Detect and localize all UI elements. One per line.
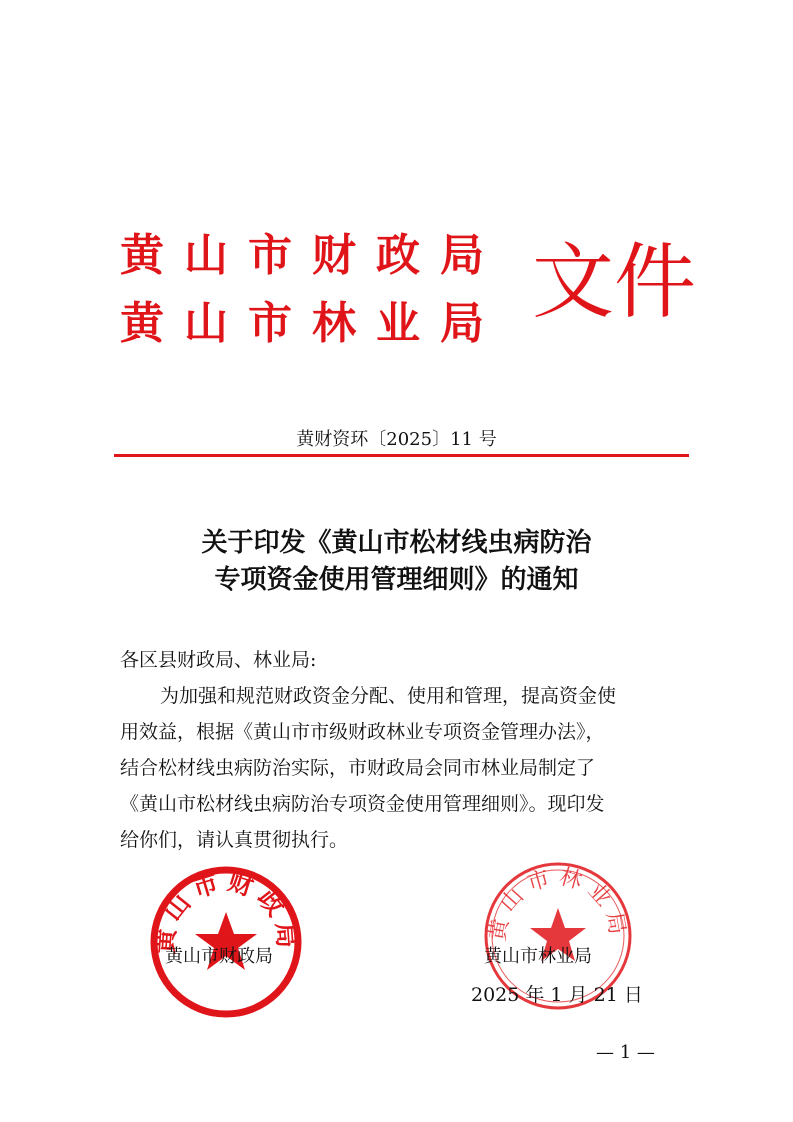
document-title-line-1: 关于印发《黄山市松材线虫病防治 [201,528,592,558]
document-title-line-2: 专项资金使用管理细则》的通知 [214,565,579,595]
document-number: 黄财资环〔2025〕11 号 [296,429,497,450]
page-number: — 1 — [596,1042,655,1063]
body-line: 《黄山市松材线虫病防治专项资金使用管理细则》。现印发 [120,793,605,815]
body-line: 给你们，请认真贯彻执行。 [120,829,349,851]
signer-forestry-bureau: 黄山市林业局 [484,946,592,967]
seal-text: 黄山市财政局 [150,866,302,955]
salutation: 各区县财政局、林业局: [120,649,317,671]
doc-type-label: 文件 [532,235,697,330]
body-line: 用效益，根据《黄山市市级财政林业专项资金管理办法》， [120,721,605,743]
issue-date: 2025 年 1 月 21 日 [471,984,643,1006]
org-name-forestry: 黄山市林业局 [120,298,504,349]
seal-text: 黄山市林业局 [485,864,631,944]
red-divider [114,454,689,457]
org-name-finance: 黄山市财政局 [120,230,504,281]
body-line: 为加强和规范财政资金分配、使用和管理，提高资金使 [160,685,617,707]
body-paragraph [120,678,680,858]
body-line: 结合松材线虫病防治实际，市财政局会同市林业局制定了 [120,757,596,779]
signer-finance-bureau: 黄山市财政局 [165,946,273,967]
